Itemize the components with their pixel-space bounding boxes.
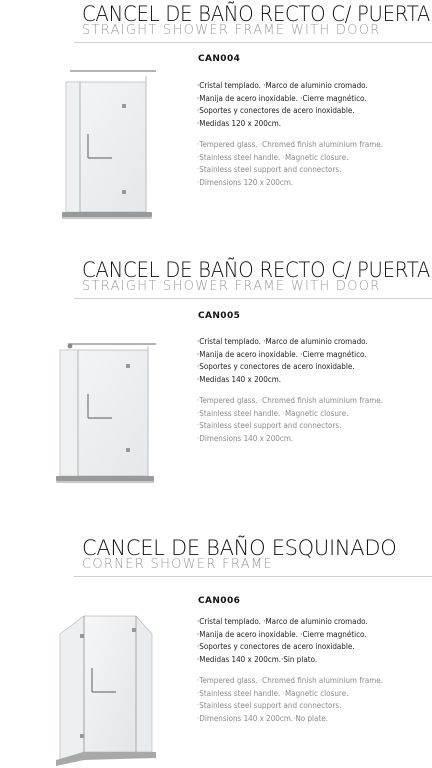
- product-section-can006: [0, 534, 432, 768]
- spec-line: ·Cristal templado. ·Marco de aluminio cromado.: [197, 337, 368, 346]
- product-section-can004: [0, 0, 432, 250]
- specs-en: [197, 675, 383, 725]
- spec-line: ·Cristal templado. ·Marco de aluminio cromado.: [197, 81, 368, 90]
- divider: [74, 298, 432, 299]
- product-subtitle: STRAIGHT SHOWER FRAME WITH DOOR: [82, 23, 381, 38]
- spec-line: ·Manija de acero inoxidable. ·Cierre magnético.: [197, 93, 367, 103]
- spec-line: ·Stainless steel handle. ·Magnetic closure.: [197, 408, 349, 418]
- spec-line: ·Dimensions 140 x 200cm.·No plate.: [197, 713, 329, 723]
- specs-es: [197, 336, 368, 386]
- spec-line: ·Soportes y conectores de acero inoxidable.: [197, 642, 355, 651]
- spec-line: ·Medidas 120 x 200cm.: [197, 118, 282, 128]
- product-title: CANCEL DE BAÑO ESQUINADO: [82, 536, 397, 560]
- specs-en: [197, 395, 383, 445]
- spec-line: ·Tempered glass. ·Chromed finish aluminium frame.: [197, 676, 383, 685]
- shower-straight-image: [52, 62, 160, 222]
- spec-line: ·Tempered glass. ·Chromed finish aluminium frame.: [197, 140, 383, 149]
- spec-line: ·Dimensions 140 x 200cm.: [197, 433, 294, 443]
- product-title: CANCEL DE BAÑO RECTO C/ PUERTA: [82, 258, 431, 282]
- spec-line: ·Stainless steel support and connectors.: [197, 165, 342, 174]
- specs-en: [197, 139, 383, 189]
- spec-line: ·Medidas 140 x 200cm.: [197, 374, 282, 384]
- product-code: CAN005: [198, 311, 241, 321]
- product-subtitle: CORNER SHOWER FRAME: [82, 557, 273, 572]
- spec-line: ·Medidas 140 x 200cm.·Sin plato.: [197, 654, 318, 664]
- spec-line: ·Manija de acero inoxidable. ·Cierre magnético.: [197, 349, 367, 359]
- spec-line: ·Soportes y conectores de acero inoxidable.: [197, 362, 355, 371]
- spec-line: ·Stainless steel handle. ·Magnetic closure.: [197, 688, 349, 698]
- spec-line: ·Stainless steel support and connectors.: [197, 421, 342, 430]
- spec-line: ·Cristal templado. ·Marco de aluminio cromado.: [197, 617, 368, 626]
- spec-line: ·Dimensions 120 x 200cm.: [197, 177, 294, 187]
- product-code: CAN004: [198, 54, 241, 64]
- divider: [74, 42, 432, 43]
- divider: [74, 576, 432, 577]
- product-section-can005: [0, 256, 432, 506]
- spec-line: ·Stainless steel handle. ·Magnetic closure.: [197, 152, 349, 162]
- shower-corner-image: [52, 610, 162, 766]
- product-code: CAN006: [198, 596, 241, 606]
- specs-es: [197, 80, 368, 130]
- spec-line: ·Stainless steel support and connectors.: [197, 701, 342, 710]
- spec-line: ·Tempered glass. ·Chromed finish aluminium frame.: [197, 396, 383, 405]
- product-title: CANCEL DE BAÑO RECTO C/ PUERTA: [82, 2, 431, 26]
- spec-line: ·Soportes y conectores de acero inoxidable.: [197, 106, 355, 115]
- product-subtitle: STRAIGHT SHOWER FRAME WITH DOOR: [82, 279, 381, 294]
- spec-line: ·Manija de acero inoxidable. ·Cierre magnético.: [197, 629, 367, 639]
- shower-straight-image: [48, 336, 160, 486]
- specs-es: [197, 616, 368, 666]
